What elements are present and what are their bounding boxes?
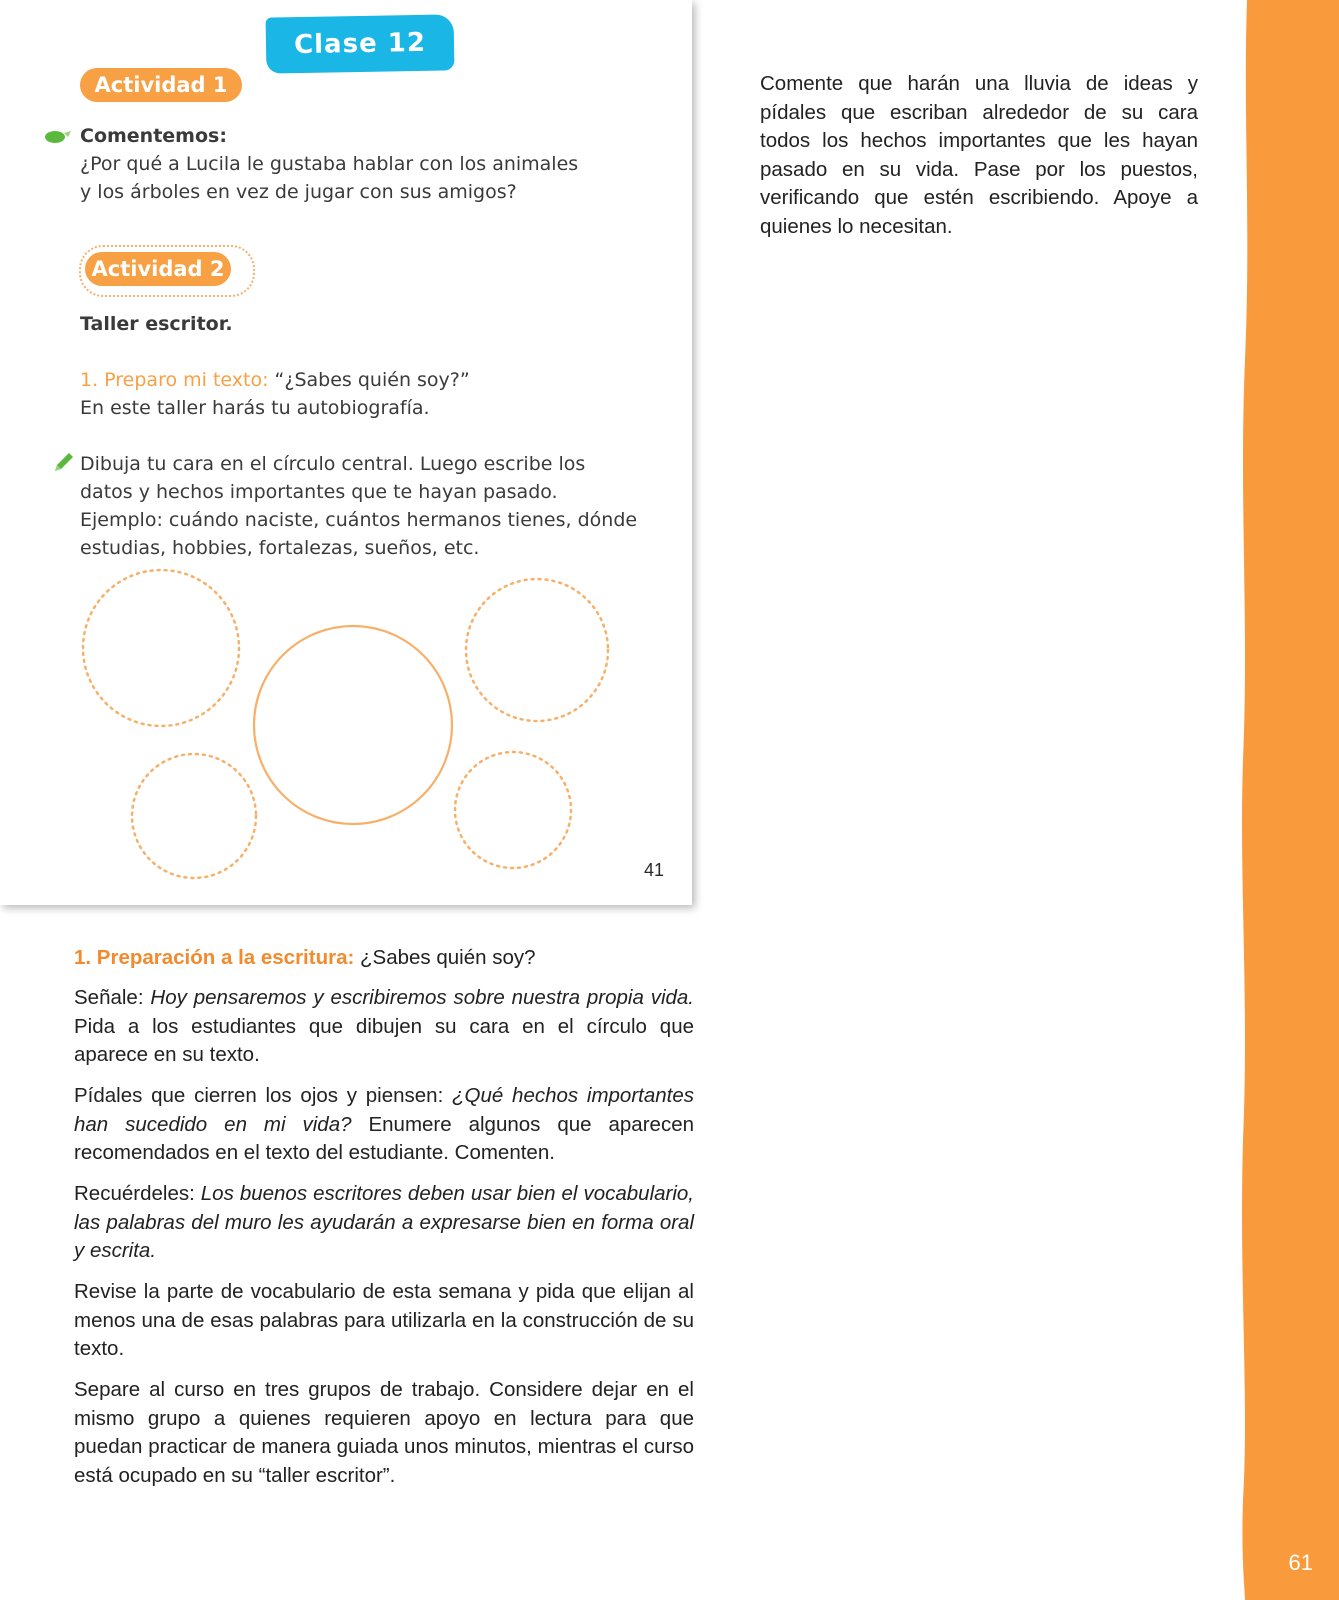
face-circle-center xyxy=(254,626,452,824)
dotted-circle-bottom-left xyxy=(132,754,256,878)
section-title: ¿Sabes quién soy? xyxy=(360,946,536,969)
p3-italic: Los buenos escritores deben usar bien el vocabulario, las palabras del muro les ayudarán a expresarse bien en forma oral y escrita. xyxy=(74,1182,695,1262)
guide-paragraph-1 xyxy=(74,984,694,1070)
step-1-line xyxy=(80,366,470,394)
student-book-page xyxy=(0,0,692,905)
activity-2-heading: Taller escritor. xyxy=(80,313,233,335)
activity-2-badge-frame xyxy=(79,245,255,297)
instruction-line: Ejemplo: cuándo naciste, cuántos hermanos tienes, dónde xyxy=(80,509,638,531)
book-page-number: 41 xyxy=(644,860,665,880)
guide-paragraph-4: Revise la parte de vocabulario de esta semana y pida que elijan al menos una de esas palabras para utilizarla en la construcción de su texto. xyxy=(74,1280,694,1360)
instruction-line: datos y hechos importantes que te hayan pasado. xyxy=(80,481,558,503)
speech-bubble-icon xyxy=(44,128,74,146)
guide-paragraph-3 xyxy=(74,1180,694,1266)
instruction-line: Dibuja tu cara en el círculo central. Luego escribe los xyxy=(80,453,586,475)
instruction-line: estudias, hobbies, fortalezas, sueños, etc. xyxy=(80,537,480,559)
orange-side-band xyxy=(1239,0,1339,1600)
step-1-title: “¿Sabes quién soy?” xyxy=(274,369,470,391)
dotted-circle-top-right xyxy=(466,579,608,721)
p2-prefix: Pídales que cierren los ojos y piensen: xyxy=(74,1084,453,1107)
step-1-label: 1. Preparo mi texto: xyxy=(80,369,269,391)
section-label: 1. Preparación a la escritura: xyxy=(74,946,355,969)
activity-1-heading: Comentemos: xyxy=(80,125,227,147)
class-tag: Clase 12 xyxy=(266,14,455,73)
p2-rest: Enumere algunos que aparecen recomendados en el texto del estudiante. Comenten. xyxy=(74,1112,694,1164)
guide-paragraph-5: Separe al curso en tres grupos de trabajo. Considere dejar en el mismo grupo a quienes requieren apoyo en lectura para que puedan practicar de manera guiada unos minutos, mientras el curso está ocupado en su “taller escritor”. xyxy=(74,1378,694,1487)
section-heading xyxy=(74,944,694,973)
p1-italic: Hoy pensaremos y escribiremos sobre nuestra propia vida. xyxy=(150,986,694,1009)
guide-paragraph-2 xyxy=(74,1082,694,1168)
p2-italic: ¿Qué hechos importantes han sucedido en mi vida? xyxy=(74,1084,694,1136)
activity-1-question-line2: y los árboles en vez de jugar con sus amigos? xyxy=(80,181,517,203)
p1-rest: Pida a los estudiantes que dibujen su cara en el círculo que aparece en su texto. xyxy=(74,1014,694,1066)
page-number: 61 xyxy=(1288,1550,1313,1575)
p1-prefix: Señale: xyxy=(74,986,151,1009)
dotted-circle-bottom-right xyxy=(455,752,571,868)
activity-1-question-line1: ¿Por qué a Lucila le gustaba hablar con los animales xyxy=(80,153,579,175)
pencil-icon xyxy=(52,450,76,474)
autobiography-circles xyxy=(70,568,630,888)
activity-2-badge: Actividad 2 xyxy=(85,252,231,286)
activity-1-badge: Actividad 1 xyxy=(80,68,242,102)
step-1-description: En este taller harás tu autobiografía. xyxy=(80,397,430,419)
dotted-circle-top-left xyxy=(83,570,239,726)
p3-prefix: Recuérdeles: xyxy=(74,1182,201,1205)
guide-right-paragraph: Comente que harán una lluvia de ideas y pídales que escriban alrededor de su cara todos los hechos importantes que les hayan pasado en su vida. Pase por los puestos, verificando que estén escribiendo. Apoye a quienes lo necesitan. xyxy=(760,72,1198,238)
